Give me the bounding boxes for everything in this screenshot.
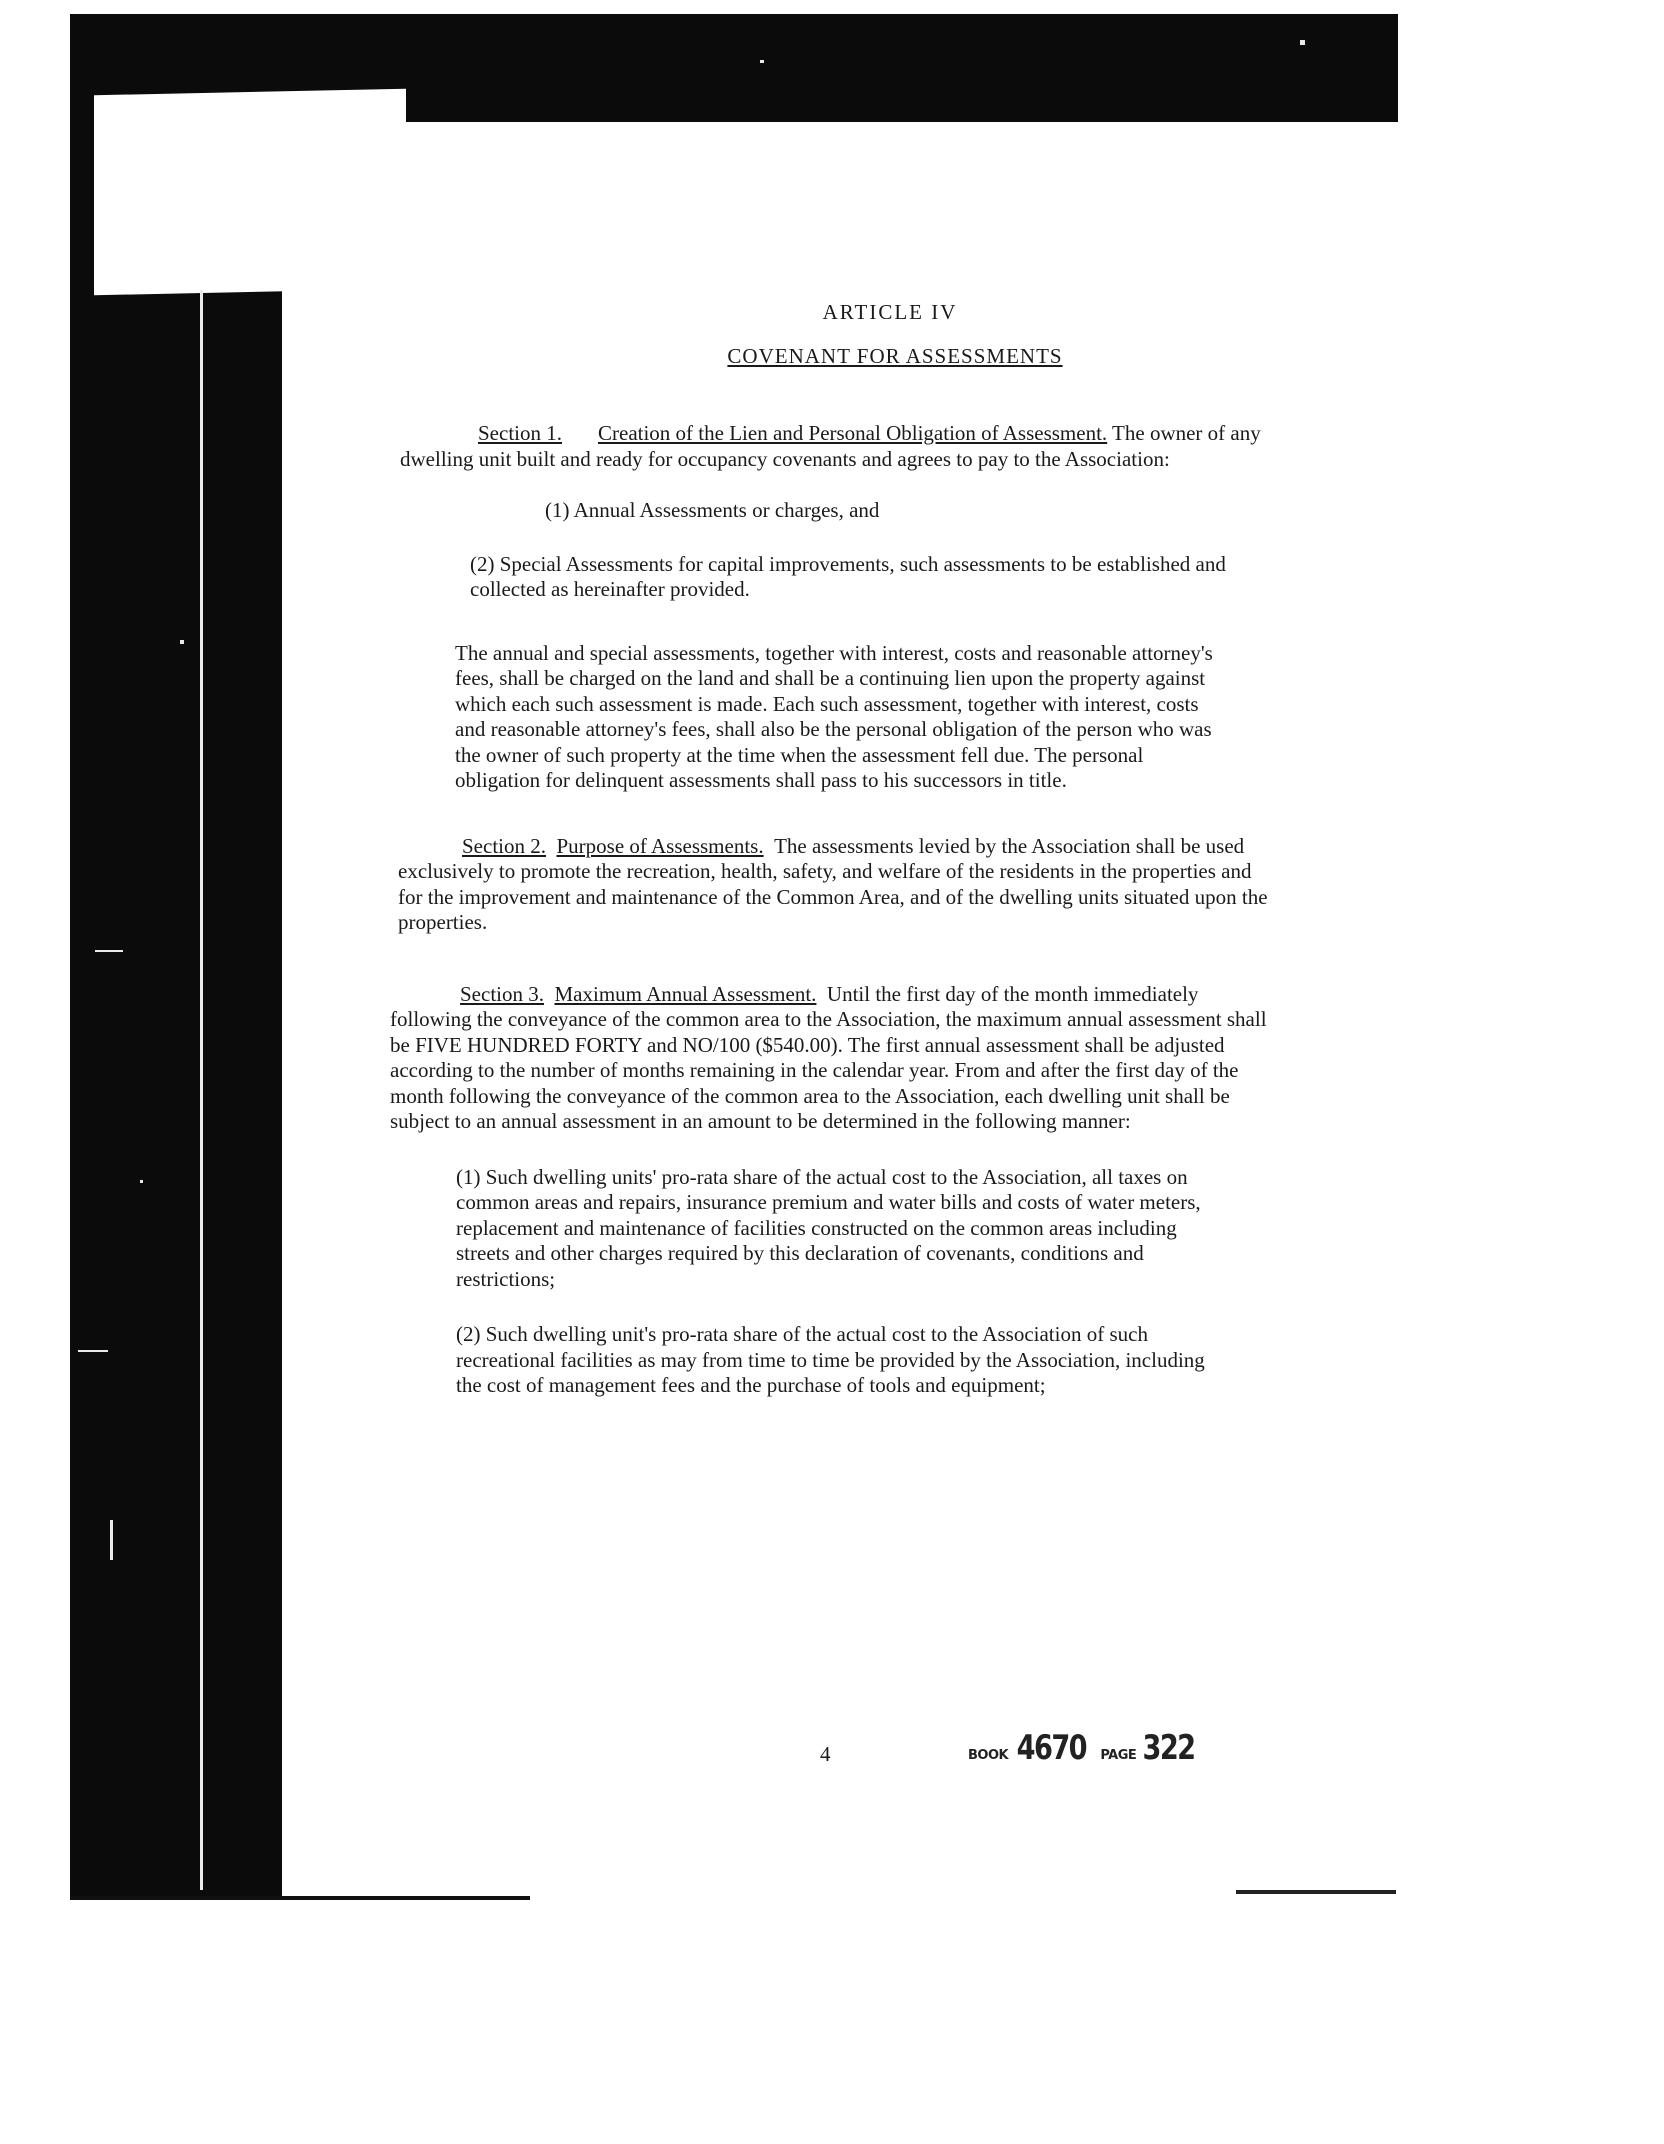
scan-speck xyxy=(78,1350,108,1352)
section-2-body: The assessments levied by the Association shall be used exclusively to promote the recreation, health, safety, and welfare of the residents in the properties and for the improvement and maintenance of the Common Area, and of the dwelling units situated upon the properties. xyxy=(398,833,1268,934)
book-number: 4670 xyxy=(1016,1728,1087,1768)
section-1-item-2: (2) Special Assessments for capital improvements, such assessments to be established and collected as hereinafter provided. xyxy=(470,551,1226,601)
scan-speck xyxy=(760,60,764,63)
book-label: BOOK xyxy=(968,1748,1009,1763)
section-1-paragraph xyxy=(400,421,1300,472)
page-number: 4 xyxy=(820,1742,831,1766)
article-title: ARTICLE IV xyxy=(822,300,958,324)
scan-border-bottom xyxy=(70,1896,530,1900)
article-subtitle: COVENANT FOR ASSESSMENTS xyxy=(727,343,1063,368)
section-3-subitem-2: (2) Such dwelling unit's pro-rata share of the actual cost to the Association of such recreational facilities as may from time to time be provided by the Association, including the cost of management fees and the purchase of tools and equipment; xyxy=(456,1322,1205,1397)
section-1-body: The owner of any dwelling unit built and ready for occupancy covenants and agrees to pay to the Association: xyxy=(400,421,1261,471)
scan-streak xyxy=(200,290,203,1890)
section-2-heading: Section 2. xyxy=(462,833,546,858)
scan-speck xyxy=(180,640,184,644)
book-page-reference xyxy=(968,1728,1201,1768)
scan-border-bottom-right xyxy=(1236,1890,1396,1894)
section-1-title: Creation of the Lien and Personal Obligation of Assessment. xyxy=(598,421,1108,445)
section-3-paragraph xyxy=(390,982,1270,1135)
section-3-title: Maximum Annual Assessment. xyxy=(554,981,817,1006)
scan-speck xyxy=(110,1520,113,1560)
section-1-lien-paragraph: The annual and special assessments, together with interest, costs and reasonable attorney's fees, shall be charged on the land and shall be a continuing lien upon the property against which each such assessment is made. Each such assessment, together with interest, costs and reasonable attorney's fees, shall also be the personal obligation of the person who was the owner of such property at the time when the assessment fell due. The personal obligation for delinquent assessments shall pass to his successors in title. xyxy=(455,640,1213,792)
section-3-heading: Section 3. xyxy=(460,981,544,1006)
section-2-title: Purpose of Assessments. xyxy=(556,833,764,858)
scan-paper-notch xyxy=(94,89,406,296)
section-2-paragraph xyxy=(398,834,1278,936)
page-reference-number: 322 xyxy=(1142,1728,1195,1768)
section-3-body: Until the first day of the month immediately following the conveyance of the common area to the Association, the maximum annual assessment shall be FIVE HUNDRED FORTY and NO/100 ($540.00). The first annual assessment shall be adjusted according to the number of months remaining in the calendar year. From and after the first day of the month following the conveyance of the common area to the Association, each dwelling unit shall be subject to an annual assessment in an amount to be determined in the following manner: xyxy=(390,981,1267,1133)
page-label: PAGE xyxy=(1100,1748,1137,1763)
document-page xyxy=(390,292,1350,1399)
scan-speck xyxy=(95,950,123,952)
section-1-heading: Section 1. xyxy=(478,421,562,445)
section-1-item-1: (1) Annual Assessments or charges, and xyxy=(545,498,880,522)
section-3-subitem-1: (1) Such dwelling units' pro-rata share of the actual cost to the Association, all taxes on common areas and repairs, insurance premium and water bills and costs of water meters, replacement and maintenance of facilities constructed on the common areas including streets and other charges required by this declaration of covenants, conditions and restrictions; xyxy=(456,1164,1201,1291)
scan-speck xyxy=(1300,40,1305,45)
scan-speck xyxy=(140,1180,143,1183)
scan-border-left xyxy=(70,14,282,1900)
